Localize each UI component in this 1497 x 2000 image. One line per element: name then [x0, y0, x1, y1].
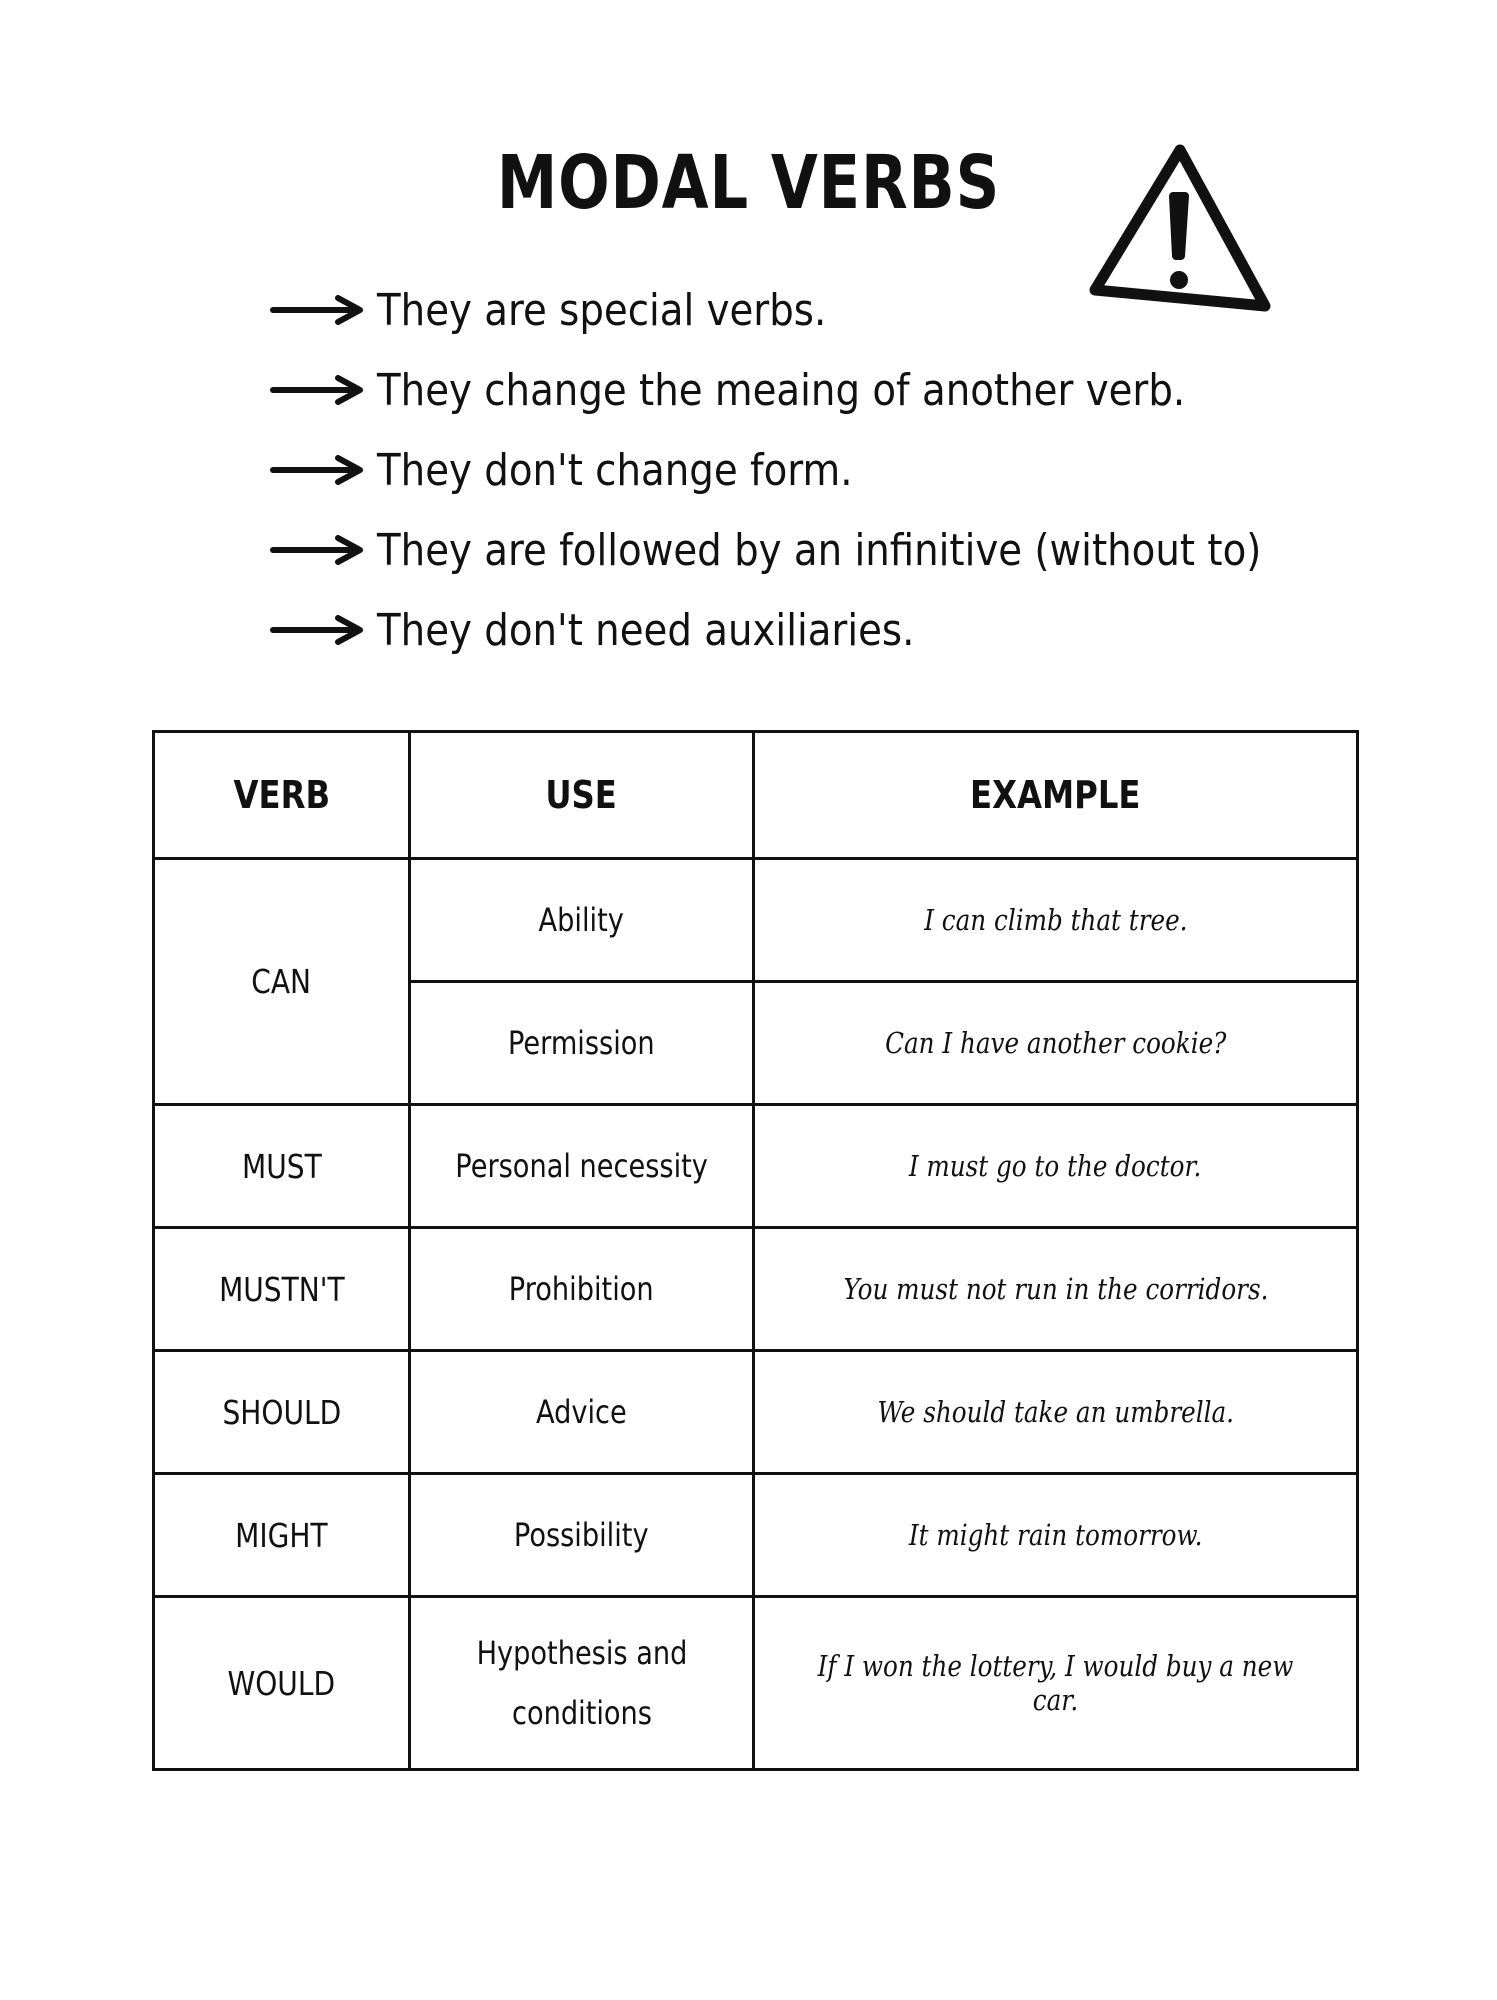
- point-text: They change the meaing of another verb.: [377, 364, 1186, 416]
- use-cell: Personal necessity: [410, 1105, 754, 1228]
- example-cell: Can I have another cookie?: [754, 982, 1358, 1105]
- list-item: [270, 590, 1382, 670]
- list-item: [270, 350, 1382, 430]
- list-item: [270, 510, 1382, 590]
- verb-cell: CAN: [154, 859, 410, 1105]
- use-cell: Advice: [410, 1351, 754, 1474]
- list-item: [270, 270, 1382, 350]
- example-cell: If I won the lottery, I would buy a new car.: [754, 1597, 1358, 1770]
- header-example: EXAMPLE: [754, 732, 1358, 859]
- list-item: [270, 430, 1382, 510]
- verb-cell: SHOULD: [154, 1351, 410, 1474]
- table-row: [154, 1597, 1358, 1770]
- example-cell: It might rain tomorrow.: [754, 1474, 1358, 1597]
- header-verb: VERB: [154, 732, 410, 859]
- point-text: They are special verbs.: [377, 284, 827, 336]
- key-points-list: [270, 270, 1382, 670]
- table-header-row: [154, 732, 1358, 859]
- use-cell: Permission: [410, 982, 754, 1105]
- example-cell: I must go to the doctor.: [754, 1105, 1358, 1228]
- right-arrow-icon: [270, 535, 365, 565]
- point-text: They are followed by an infinitive (without to): [377, 524, 1262, 576]
- point-text: They don't need auxiliaries.: [377, 604, 915, 656]
- right-arrow-icon: [270, 615, 365, 645]
- page-title: MODAL VERBS: [496, 140, 1001, 226]
- verb-cell: WOULD: [154, 1597, 410, 1770]
- right-arrow-icon: [270, 375, 365, 405]
- use-cell: Hypothesis and conditions: [410, 1597, 754, 1770]
- example-cell: I can climb that tree.: [754, 859, 1358, 982]
- right-arrow-icon: [270, 455, 365, 485]
- point-text: They don't change form.: [377, 444, 853, 496]
- table-row: [154, 1105, 1358, 1228]
- right-arrow-icon: [270, 295, 365, 325]
- verb-cell: MUST: [154, 1105, 410, 1228]
- example-cell: You must not run in the corridors.: [754, 1228, 1358, 1351]
- table-row: [154, 1228, 1358, 1351]
- modal-verbs-table: [152, 730, 1359, 1771]
- use-cell: Possibility: [410, 1474, 754, 1597]
- verb-cell: MUSTN'T: [154, 1228, 410, 1351]
- table-row: [154, 859, 1358, 982]
- use-cell: Ability: [410, 859, 754, 982]
- header-use: USE: [410, 732, 754, 859]
- verb-cell: MIGHT: [154, 1474, 410, 1597]
- use-cell: Prohibition: [410, 1228, 754, 1351]
- table-row: [154, 1351, 1358, 1474]
- example-cell: We should take an umbrella.: [754, 1351, 1358, 1474]
- table-row: [154, 1474, 1358, 1597]
